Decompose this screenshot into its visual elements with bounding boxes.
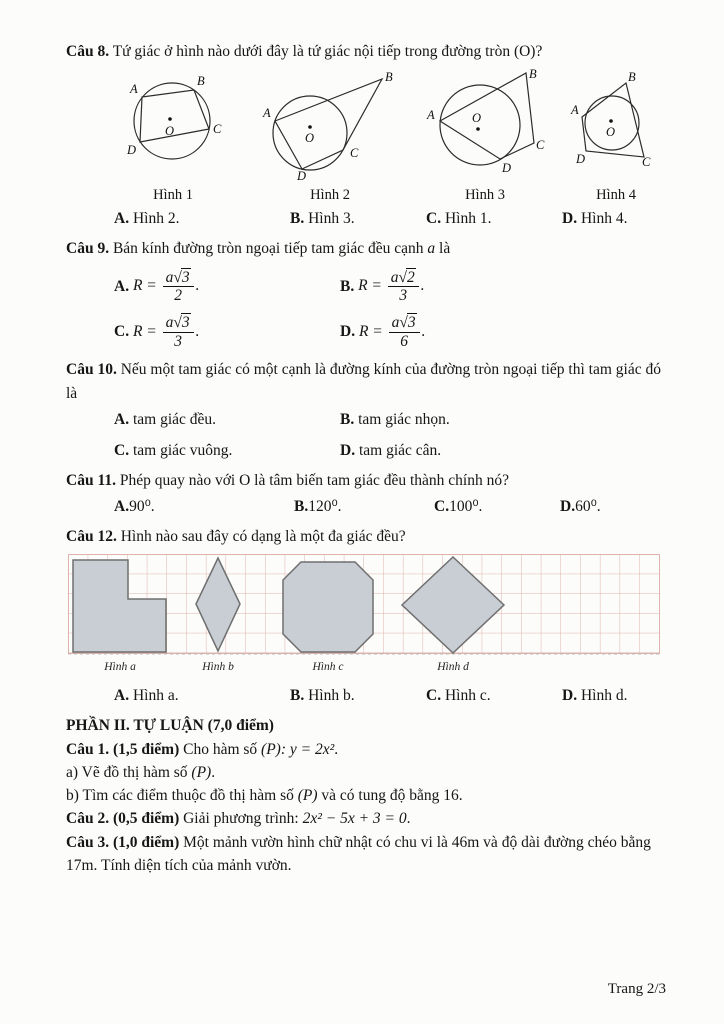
- option-text: Hình 4.: [580, 210, 628, 228]
- option-label: C.: [426, 687, 442, 705]
- numerator: [388, 268, 419, 287]
- q10-option-b: [340, 408, 666, 432]
- option-text: Hình 1.: [444, 210, 492, 228]
- figure-hinh-4: [570, 69, 662, 204]
- q9-option-d: [340, 313, 666, 351]
- math-expression: (P): y = 2x²: [261, 740, 335, 758]
- question-label: Câu 1. (1,5 điểm): [66, 740, 180, 758]
- question-9: [66, 237, 666, 260]
- formula: [358, 313, 426, 350]
- option-text: Hình b.: [308, 687, 355, 705]
- radicand: 3: [181, 268, 190, 286]
- circle-figure-1: [108, 69, 238, 181]
- circle-figure-3: [422, 69, 548, 181]
- option-text: 90⁰.: [129, 498, 155, 516]
- option-label: D.: [562, 210, 578, 228]
- question-label: Câu 2. (0,5 điểm): [66, 810, 180, 828]
- q11-option-b: [294, 495, 434, 519]
- part2-question-3: [66, 831, 666, 878]
- q9-option-a: [114, 268, 340, 306]
- option-label: B.: [290, 687, 305, 705]
- shape-caption-d: Hình d: [437, 661, 469, 674]
- q11-option-a: [114, 495, 294, 519]
- period: .: [195, 277, 200, 295]
- center-dot: [476, 127, 480, 131]
- numerator: [163, 268, 194, 287]
- option-label: D.: [562, 687, 578, 705]
- circle: [440, 85, 520, 165]
- question-9-label: Câu 9.: [66, 240, 110, 258]
- option-label: A.: [114, 498, 130, 516]
- q10-option-c: [114, 439, 340, 463]
- q12-option-d: [562, 684, 666, 708]
- question-label: Câu 3. (1,0 điểm): [66, 833, 180, 851]
- denominator: 2: [163, 286, 194, 306]
- question-text: Một mảnh vườn hình chữ nhật có chu vi là 46m và độ dài đường chéo bằng 17m. Tính diện tích của mảnh vườn.: [66, 833, 651, 874]
- question-8-text: Tứ giác ở hình nào dưới đây là tứ giác nội tiếp trong đường tròn (O)?: [112, 43, 543, 60]
- q9-option-c: [114, 313, 340, 351]
- question-12: [66, 525, 666, 548]
- question-8: [66, 40, 666, 63]
- option-text: Hình a.: [132, 687, 179, 705]
- subquestion-text: a) Vẽ đồ thị hàm số: [66, 763, 188, 781]
- vertex-label-b: B: [385, 70, 393, 85]
- center-dot: [168, 117, 172, 121]
- option-label: D.: [340, 322, 356, 340]
- subquestion-text: b) Tìm các điểm thuộc đồ thị hàm số: [66, 787, 294, 805]
- option-text: tam giác vuông.: [132, 441, 233, 459]
- vertex-label-c: C: [350, 146, 359, 161]
- period: .: [211, 763, 216, 781]
- question-11: [66, 469, 666, 492]
- q8-figures: [108, 69, 666, 204]
- vertex-label-a: A: [571, 103, 579, 118]
- q12-option-a: [114, 684, 290, 708]
- vertex-label-a: A: [427, 108, 435, 123]
- shape-octagon: [283, 562, 373, 652]
- vertex-label-b: B: [628, 70, 636, 85]
- fraction: [163, 268, 194, 306]
- shape-caption-c: Hình c: [312, 661, 344, 674]
- shape-caption-a: Hình a: [104, 661, 136, 674]
- denominator: 3: [388, 286, 419, 306]
- fraction: [388, 268, 419, 306]
- q11-option-c: [434, 495, 560, 519]
- figure-caption: Hình 4: [596, 187, 636, 204]
- option-text: tam giác nhọn.: [358, 410, 450, 428]
- option-label: A.: [114, 687, 130, 705]
- center-label: O: [305, 131, 315, 146]
- fraction: [389, 313, 420, 351]
- question-10-text: Nếu một tam giác có một cạnh là đường kính của đường tròn ngoại tiếp thì tam giác đó là: [66, 361, 661, 402]
- fraction: [163, 313, 194, 351]
- question-12-label: Câu 12.: [66, 528, 117, 546]
- question-9-text: Bán kính đường tròn ngoại tiếp tam giác đều cạnh: [112, 240, 424, 258]
- figure-caption: Hình 3: [465, 187, 505, 204]
- option-label: C.: [114, 322, 130, 340]
- option-text: Hình 3.: [308, 210, 355, 228]
- question-text: Giải phương trình:: [183, 810, 299, 828]
- formula-lhs: R =: [358, 322, 383, 340]
- vertex-label-c: C: [642, 155, 651, 170]
- part2-question-2: [66, 807, 666, 830]
- period: .: [421, 322, 426, 340]
- option-label: B.: [340, 410, 355, 428]
- figure-hinh-1: [108, 69, 238, 204]
- option-label: A.: [114, 277, 130, 295]
- circle: [134, 83, 210, 159]
- q8-option-b: [290, 207, 426, 231]
- formula: [358, 268, 425, 305]
- center-dot: [308, 125, 312, 129]
- radicand: 2: [407, 268, 415, 286]
- sqrt-sign: √: [173, 268, 182, 286]
- option-label: C.: [434, 498, 450, 516]
- vertex-label-b: B: [197, 74, 205, 89]
- sqrt-sign: √: [398, 268, 408, 286]
- formula: [132, 268, 200, 305]
- q10-options: [66, 408, 666, 463]
- circle-figure-2: [260, 69, 400, 181]
- vertex-label-b: B: [529, 69, 537, 82]
- radicand: 3: [181, 313, 190, 331]
- center-label: O: [165, 124, 175, 139]
- quadrilateral: [582, 83, 644, 157]
- figure-caption: Hình 2: [310, 187, 350, 204]
- question-10-label: Câu 10.: [66, 361, 117, 379]
- numerator: [389, 313, 420, 332]
- sqrt-sign: √: [173, 313, 182, 331]
- q8-option-c: [426, 207, 562, 231]
- option-label: A.: [114, 210, 130, 228]
- q12-option-c: [426, 684, 562, 708]
- q9-options-row-2: [66, 313, 666, 351]
- option-label: C.: [114, 441, 130, 459]
- coefficient: a: [165, 313, 174, 331]
- vertex-label-d: D: [576, 152, 586, 167]
- option-text: 120⁰.: [308, 498, 342, 516]
- polygon-grid-figure: [68, 554, 660, 676]
- vertex-label-d: D: [502, 161, 512, 176]
- quadrilateral: [275, 79, 382, 169]
- question-11-label: Câu 11.: [66, 471, 116, 489]
- option-label: D.: [560, 498, 576, 516]
- option-label: C.: [426, 210, 442, 228]
- math-expression: (P): [191, 763, 212, 781]
- formula-lhs: R =: [132, 277, 157, 295]
- question-10: [66, 358, 666, 405]
- formula-lhs: R =: [358, 277, 382, 295]
- formula-lhs: R =: [132, 322, 157, 340]
- shape-caption-b: Hình b: [202, 661, 234, 674]
- question-text: Cho hàm số: [183, 740, 258, 758]
- vertex-label-d: D: [297, 169, 307, 182]
- q12-figure: [68, 554, 666, 681]
- question-9-text-end: là: [439, 240, 451, 258]
- option-label: A.: [114, 410, 130, 428]
- subquestion-text-end: và có tung độ bằng 16.: [321, 787, 463, 805]
- q11-options: [66, 495, 666, 519]
- option-text: 60⁰.: [575, 498, 601, 516]
- question-8-label: Câu 8.: [66, 43, 110, 60]
- q10-option-d: [340, 439, 666, 463]
- center-label: O: [472, 111, 482, 126]
- coefficient: a: [391, 313, 400, 331]
- inscribed-quadrilateral: [140, 90, 209, 142]
- option-label: B.: [340, 277, 355, 295]
- option-label: D.: [340, 441, 356, 459]
- q8-option-a: [114, 207, 290, 231]
- formula: [132, 313, 200, 350]
- vertex-label-c: C: [213, 122, 222, 137]
- vertex-label-a: A: [130, 82, 138, 97]
- q9-options-row-1: [66, 268, 666, 306]
- denominator: 3: [163, 332, 194, 352]
- q12-options: [66, 684, 666, 708]
- q9-option-b: [340, 268, 666, 306]
- math-expression: 2x² − 5x + 3 = 0: [302, 810, 407, 828]
- denominator: 6: [389, 332, 420, 352]
- option-text: Hình d.: [580, 687, 628, 705]
- question-12-text: Hình nào sau đây có dạng là một đa giác đều?: [120, 528, 406, 546]
- vertex-label-c: C: [536, 138, 545, 153]
- option-text: Hình 2.: [132, 210, 180, 228]
- coefficient: a: [165, 268, 174, 286]
- vertex-label-d: D: [127, 143, 137, 158]
- q11-option-d: [560, 495, 666, 519]
- period: .: [334, 740, 339, 758]
- option-text: tam giác cân.: [358, 441, 442, 459]
- math-var: a: [427, 240, 436, 258]
- part2-question-1: [66, 738, 666, 761]
- page-number: Trang 2/3: [607, 981, 666, 997]
- math-expression: (P): [297, 787, 318, 805]
- coefficient: a: [390, 268, 399, 286]
- radicand: 3: [407, 313, 416, 331]
- vertex-label-a: A: [263, 106, 271, 121]
- numerator: [163, 313, 194, 332]
- center-dot: [609, 119, 613, 123]
- q10-option-a: [114, 408, 340, 432]
- q8-option-d: [562, 207, 666, 231]
- q8-options: [66, 207, 666, 231]
- part2-title: PHẦN II. TỰ LUẬN (7,0 điểm): [66, 717, 274, 735]
- period: .: [406, 810, 411, 828]
- q12-option-b: [290, 684, 426, 708]
- figure-caption: Hình 1: [153, 187, 193, 204]
- part2-question-1b: [66, 784, 666, 807]
- option-text: 100⁰.: [449, 498, 483, 516]
- option-label: B.: [290, 210, 305, 228]
- period: .: [420, 277, 425, 295]
- figure-hinh-3: [422, 69, 548, 204]
- figure-hinh-2: [260, 69, 400, 204]
- option-text: Hình c.: [444, 687, 491, 705]
- sqrt-sign: √: [399, 313, 408, 331]
- center-label: O: [606, 125, 616, 140]
- question-11-text: Phép quay nào với O là tâm biến tam giác đều thành chính nó?: [119, 471, 509, 489]
- option-text: tam giác đều.: [132, 410, 217, 428]
- part2-question-1a: [66, 761, 666, 784]
- circle-figure-4: [570, 69, 662, 181]
- option-label: B.: [294, 498, 309, 516]
- period: .: [195, 322, 200, 340]
